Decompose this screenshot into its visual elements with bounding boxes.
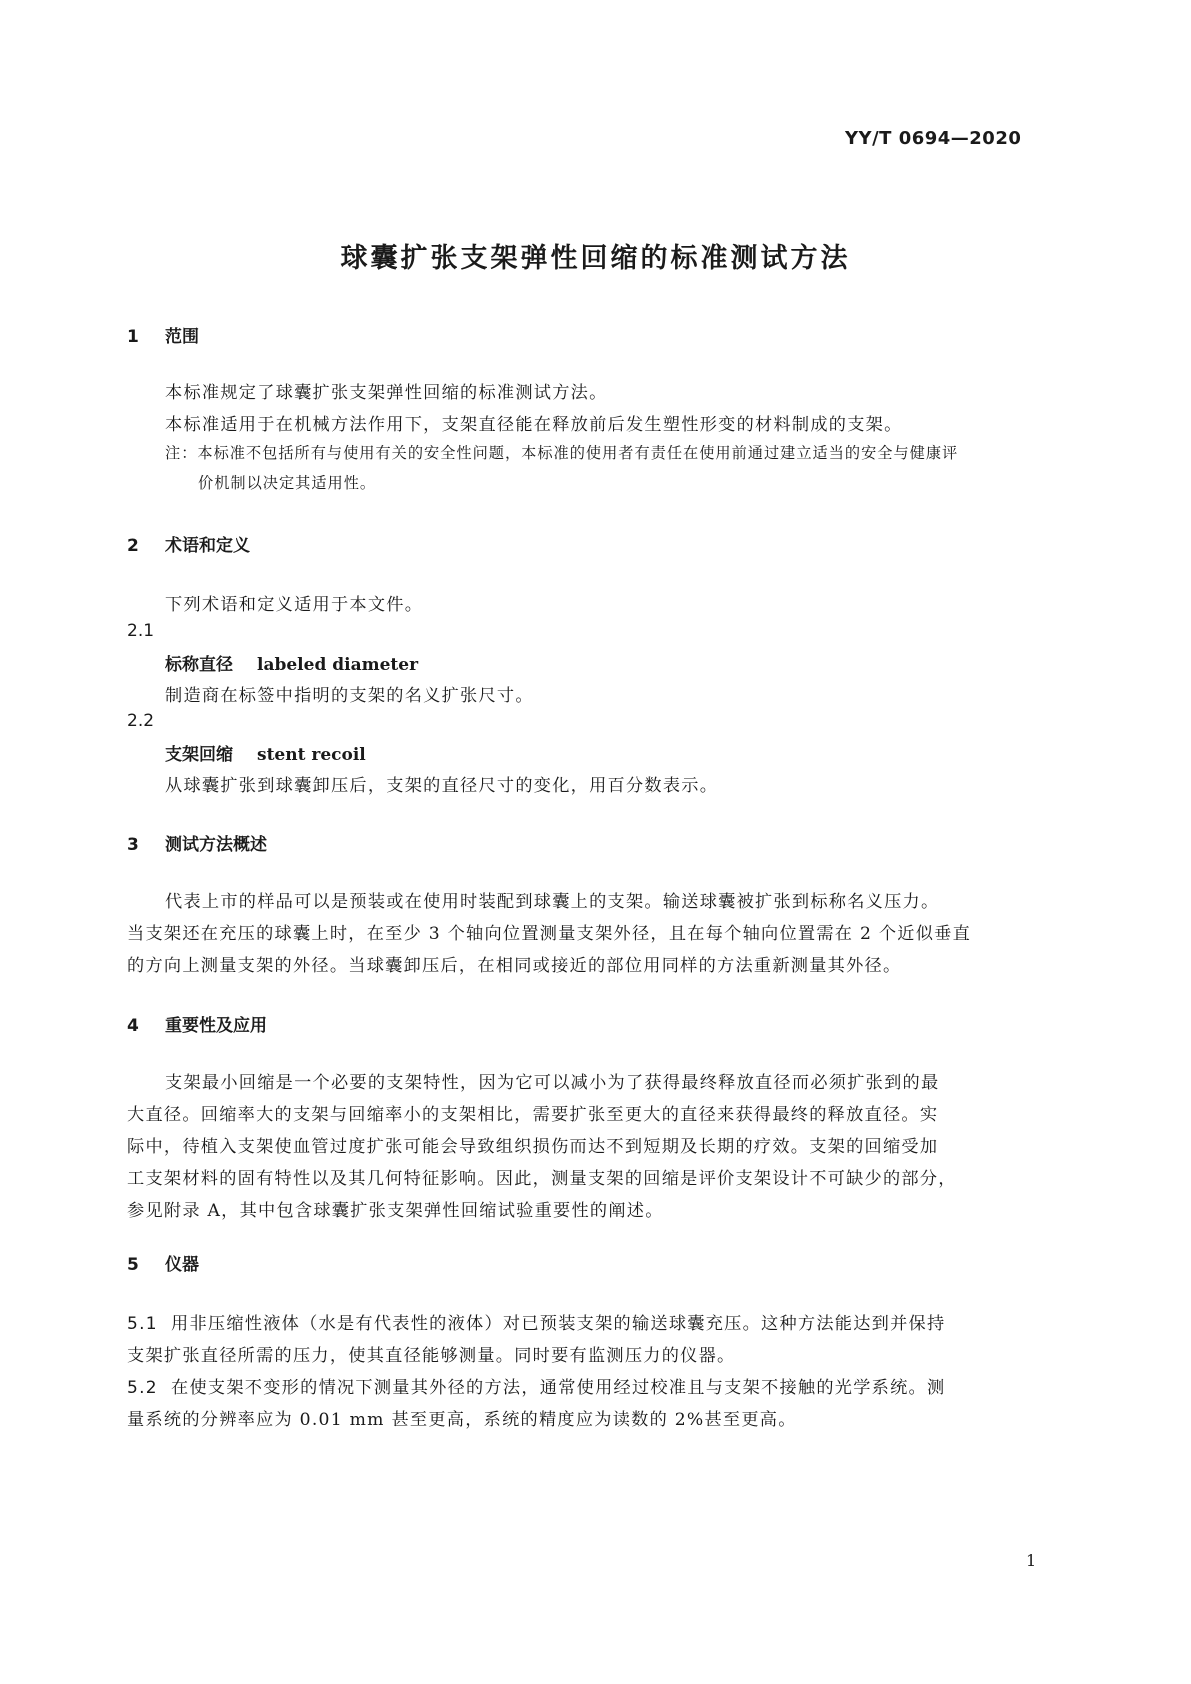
section-3-heading (127, 830, 267, 855)
paragraph-line: 代表上市的样品可以是预装或在使用时装配到球囊上的支架。输送球囊被扩张到标称名义压力。 (165, 892, 940, 912)
section-number: 4 (127, 1016, 139, 1036)
term-en: stent recoil (257, 745, 366, 765)
paragraph-line: 量系统的分辨率应为 0.01 mm 甚至更高，系统的精度应为读数的 2%甚至更高。 (127, 1410, 797, 1430)
term-en: labeled diameter (257, 655, 419, 675)
paragraph: 本标准适用于在机械方法作用下，支架直径能在释放前后发生塑性形变的材料制成的支架。 (165, 415, 903, 435)
term-zh: 标称直径 (165, 655, 233, 675)
paragraph: 本标准规定了球囊扩张支架弹性回缩的标准测试方法。 (165, 383, 608, 403)
clause-text: 用非压缩性液体（水是有代表性的液体）对已预装支架的输送球囊充压。这种方法能达到并保持 (171, 1314, 946, 1334)
document-title: 球囊扩张支架弹性回缩的标准测试方法 (340, 243, 851, 274)
section-5-heading (127, 1250, 199, 1275)
paragraph-line: 的方向上测量支架的外径。当球囊卸压后，在相同或接近的部位用同样的方法重新测量其外径。 (127, 956, 902, 976)
term-definition: 制造商在标签中指明的支架的名义扩张尺寸。 (165, 686, 534, 706)
note-line: 价机制以决定其适用性。 (198, 474, 377, 492)
paragraph-line: 支架最小回缩是一个必要的支架特性，因为它可以减小为了获得最终释放直径而必须扩张到的最 (165, 1073, 940, 1093)
term-definition: 从球囊扩张到球囊卸压后，支架的直径尺寸的变化，用百分数表示。 (165, 776, 719, 796)
clause-number: 5.2 (127, 1378, 158, 1398)
paragraph: 下列术语和定义适用于本文件。 (165, 595, 424, 615)
paragraph-line: 大直径。回缩率大的支架与回缩率小的支架相比，需要扩张至更大的直径来获得最终的释放直径。实 (127, 1105, 939, 1125)
paragraph-line: 工支架材料的固有特性以及其几何特征影响。因此，测量支架的回缩是评价支架设计不可缺少的部分， (127, 1169, 957, 1189)
clause-number: 5.1 (127, 1314, 158, 1334)
paragraph-line: 参见附录 A，其中包含球囊扩张支架弹性回缩试验重要性的阐述。 (127, 1201, 664, 1221)
clause-5-1-line (127, 1309, 945, 1334)
paragraph-line: 际中，待植入支架使血管过度扩张可能会导致组织损伤而达不到短期及长期的疗效。支架的回缩受加 (127, 1137, 939, 1157)
section-number: 3 (127, 835, 139, 855)
section-2-heading (127, 531, 250, 556)
section-4-heading (127, 1011, 267, 1036)
section-number: 2 (127, 536, 139, 556)
standard-number: YY/T 0694—2020 (845, 128, 1022, 149)
paragraph-line: 当支架还在充压的球囊上时，在至少 3 个轴向位置测量支架外径，且在每个轴向位置需在 2 个近似垂直 (127, 924, 972, 944)
term-zh: 支架回缩 (165, 745, 233, 765)
section-number: 1 (127, 327, 139, 347)
note-line: 注：本标准不包括所有与使用有关的安全性问题，本标准的使用者有责任在使用前通过建立适当的安全与健康评 (165, 444, 959, 462)
section-title: 仪器 (165, 1255, 199, 1275)
page-number: 1 (1026, 1551, 1037, 1570)
section-title: 测试方法概述 (165, 835, 267, 855)
section-number: 5 (127, 1255, 139, 1275)
clause-text: 在使支架不变形的情况下测量其外径的方法，通常使用经过校准且与支架不接触的光学系统。测 (171, 1378, 946, 1398)
term-number: 2.2 (127, 711, 155, 731)
section-title: 术语和定义 (165, 536, 250, 556)
term-heading (165, 650, 418, 675)
term-heading (165, 740, 366, 765)
section-title: 范围 (165, 327, 199, 347)
paragraph-line: 支架扩张直径所需的压力，使其直径能够测量。同时要有监测压力的仪器。 (127, 1346, 736, 1366)
section-1-heading (127, 322, 199, 347)
section-title: 重要性及应用 (165, 1016, 267, 1036)
term-number: 2.1 (127, 621, 155, 641)
clause-5-2-line (127, 1373, 945, 1398)
